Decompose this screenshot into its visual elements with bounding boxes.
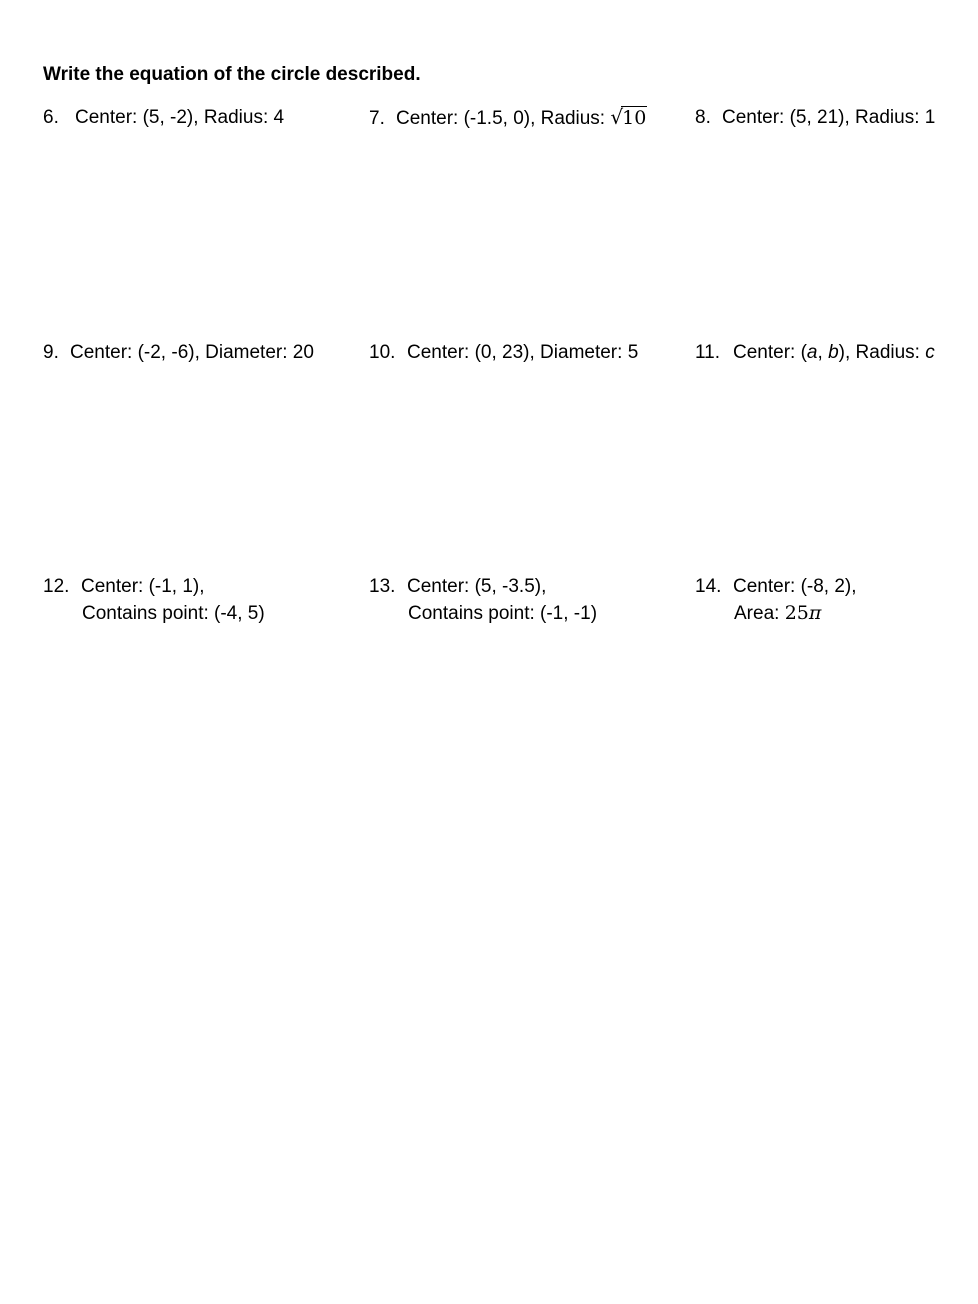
square-root-expression bbox=[610, 104, 647, 132]
square-root-symbol: √ bbox=[610, 105, 624, 129]
problem-11 bbox=[695, 339, 935, 366]
problem-6 bbox=[43, 104, 284, 131]
problem-number: 7. bbox=[369, 108, 385, 129]
page-title: Write the equation of the circle described. bbox=[43, 64, 421, 85]
problem-line-1: Center: (-1, 1), bbox=[81, 576, 205, 597]
problem-text: Center: (5, 21), Radius: 1 bbox=[722, 107, 936, 128]
problem-14 bbox=[695, 573, 857, 627]
problem-text-prefix: Center: ( bbox=[733, 342, 807, 363]
problem-line-1: Center: (5, -3.5), bbox=[407, 576, 547, 597]
problem-number: 12. bbox=[43, 576, 70, 597]
problem-number: 9. bbox=[43, 342, 59, 363]
area-label: Area: bbox=[734, 603, 785, 624]
comma: , bbox=[817, 342, 829, 363]
variable-b: b bbox=[828, 342, 839, 363]
problem-text: Center: (5, -2), Radius: 4 bbox=[75, 107, 285, 128]
problem-line-2: Contains point: (-4, 5) bbox=[82, 603, 265, 624]
problem-9 bbox=[43, 339, 314, 366]
problem-text: Center: (-2, -6), Diameter: 20 bbox=[70, 342, 314, 363]
problem-line-1: Center: (-8, 2), bbox=[733, 576, 857, 597]
radicand: 10 bbox=[622, 107, 647, 129]
problem-13 bbox=[369, 573, 597, 627]
area-value: 25 bbox=[784, 602, 809, 624]
problem-text: Center: (0, 23), Diameter: 5 bbox=[407, 342, 639, 363]
problem-number: 14. bbox=[695, 576, 722, 597]
variable-a: a bbox=[806, 342, 818, 363]
problem-line-2: Contains point: (-1, -1) bbox=[408, 603, 598, 624]
problem-10 bbox=[369, 339, 638, 366]
problem-8 bbox=[695, 104, 935, 131]
problem-number: 11. bbox=[695, 342, 721, 363]
variable-c: c bbox=[925, 342, 935, 363]
problem-7 bbox=[369, 104, 647, 132]
problem-text: Center: (-1.5, 0), Radius: bbox=[396, 108, 611, 129]
problem-number: 6. bbox=[43, 107, 59, 128]
problem-number: 10. bbox=[369, 342, 396, 363]
problem-text-mid: ), Radius: bbox=[838, 342, 926, 363]
problem-number: 13. bbox=[369, 576, 396, 597]
problem-12 bbox=[43, 573, 265, 627]
pi-symbol: π bbox=[808, 602, 822, 624]
problem-number: 8. bbox=[695, 107, 711, 128]
